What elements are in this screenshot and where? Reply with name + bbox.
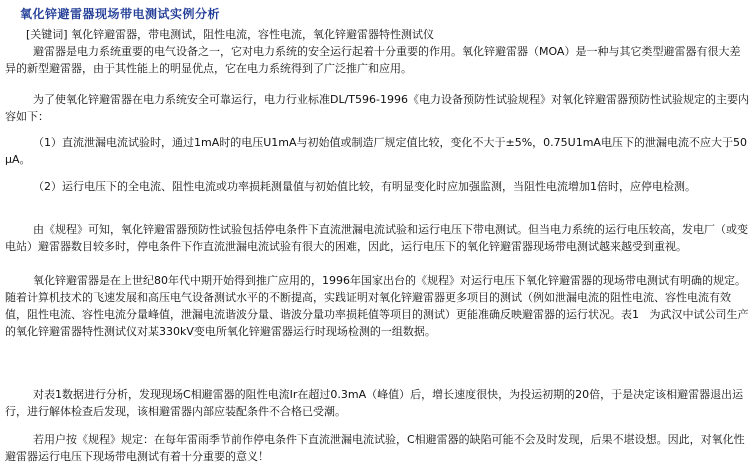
paragraph-conclusion: 若用户按《规程》规定：在每年雷雨季节前作停电条件下直流泄漏电流试验，C相避雷器的缺陷可能不会及时发现，后果不堪设想。因此，对氧化性避雷器运行电压下现场带电测试有着十分重要的意义！ [5,433,745,463]
paragraph-history: 氧化锌避雷器是在上世纪80年代中期开始得到推广应用的，1996年国家出台的《规程》对运行电压下氧化锌避雷器的现场带电测试有明确的规定。随着计算机技术的飞速发展和高压电气设备测试水平的不断提高，实践证明对氧化锌避雷器更多项目的测试（例如泄漏电流的阻性电流、容性电流有效值，阻性电流、容性电流分量峰值，泄漏电流谐波分量、谐波分量功率损耗值等项目的测试）更能准确反映避雷器的运行状况。表1 为武汉中试公司生产的氧化锌避雷器特性测试仪对某330kV变电所氧化锌避雷器运行时现场检测的一组数据。 [5,274,749,338]
paragraph-item-1: （1）直流泄漏电流试验时，通过1mA时的电压U1mA与初始值或制造厂规定值比较，变化不大于±5%，0.75U1mA电压下的泄漏电流不应大于50μA。 [5,136,747,166]
article-title: 氧化锌避雷器现场带电测试实例分析 [20,7,221,21]
keywords-line: [关键词] 氧化锌避雷器，带电测试，阻性电流，容性电流，氧化锌避雷器特性测试仪 [5,28,435,41]
paragraph-item-2: （2）运行电压下的全电流、阻性电流或功率损耗测量值与初始值比较，有明显变化时应加强监测，当阻性电流增加1倍时，应停电检测。 [5,180,696,193]
paragraph-standard: 为了使氧化锌避雷器在电力系统安全可靠运行，电力行业标准DL/T596-1996《电力设备预防性试验规程》对氧化锌避雷器预防性试验规定的主要内容如下： [5,93,749,123]
paragraph-intro: 避雷器是电力系统重要的电气设备之一，它对电力系统的安全运行起着十分重要的作用。氧化锌避雷器（MOA）是一种与其它类型避雷器有很大差异的新型避雷器，由于其性能上的明显优点，它在电力系统得到了广泛推广和应用。 [5,45,741,75]
paragraph-regulation: 由《规程》可知，氧化锌避雷器预防性试验包括停电条件下直流泄漏电流试验和运行电压下带电测试。但当电力系统的运行电压较高，发电厂（或变电站）避雷器数目较多时，停电条件下作直流泄漏电流试验有很大的困难，因此，运行电压下的氧化锌避雷器现场带电测试越来越受到重视。 [5,223,748,253]
paragraph-analysis: 对表1数据进行分析，发现现场C相避雷器的阻性电流Ir在超过0.3mA（峰值）后，增长速度很快，为投运初期的20倍，于是决定该相避雷器退出运行，进行解体检查后发现，该相避雷器内部应装配条件不合格已受潮。 [5,388,744,418]
